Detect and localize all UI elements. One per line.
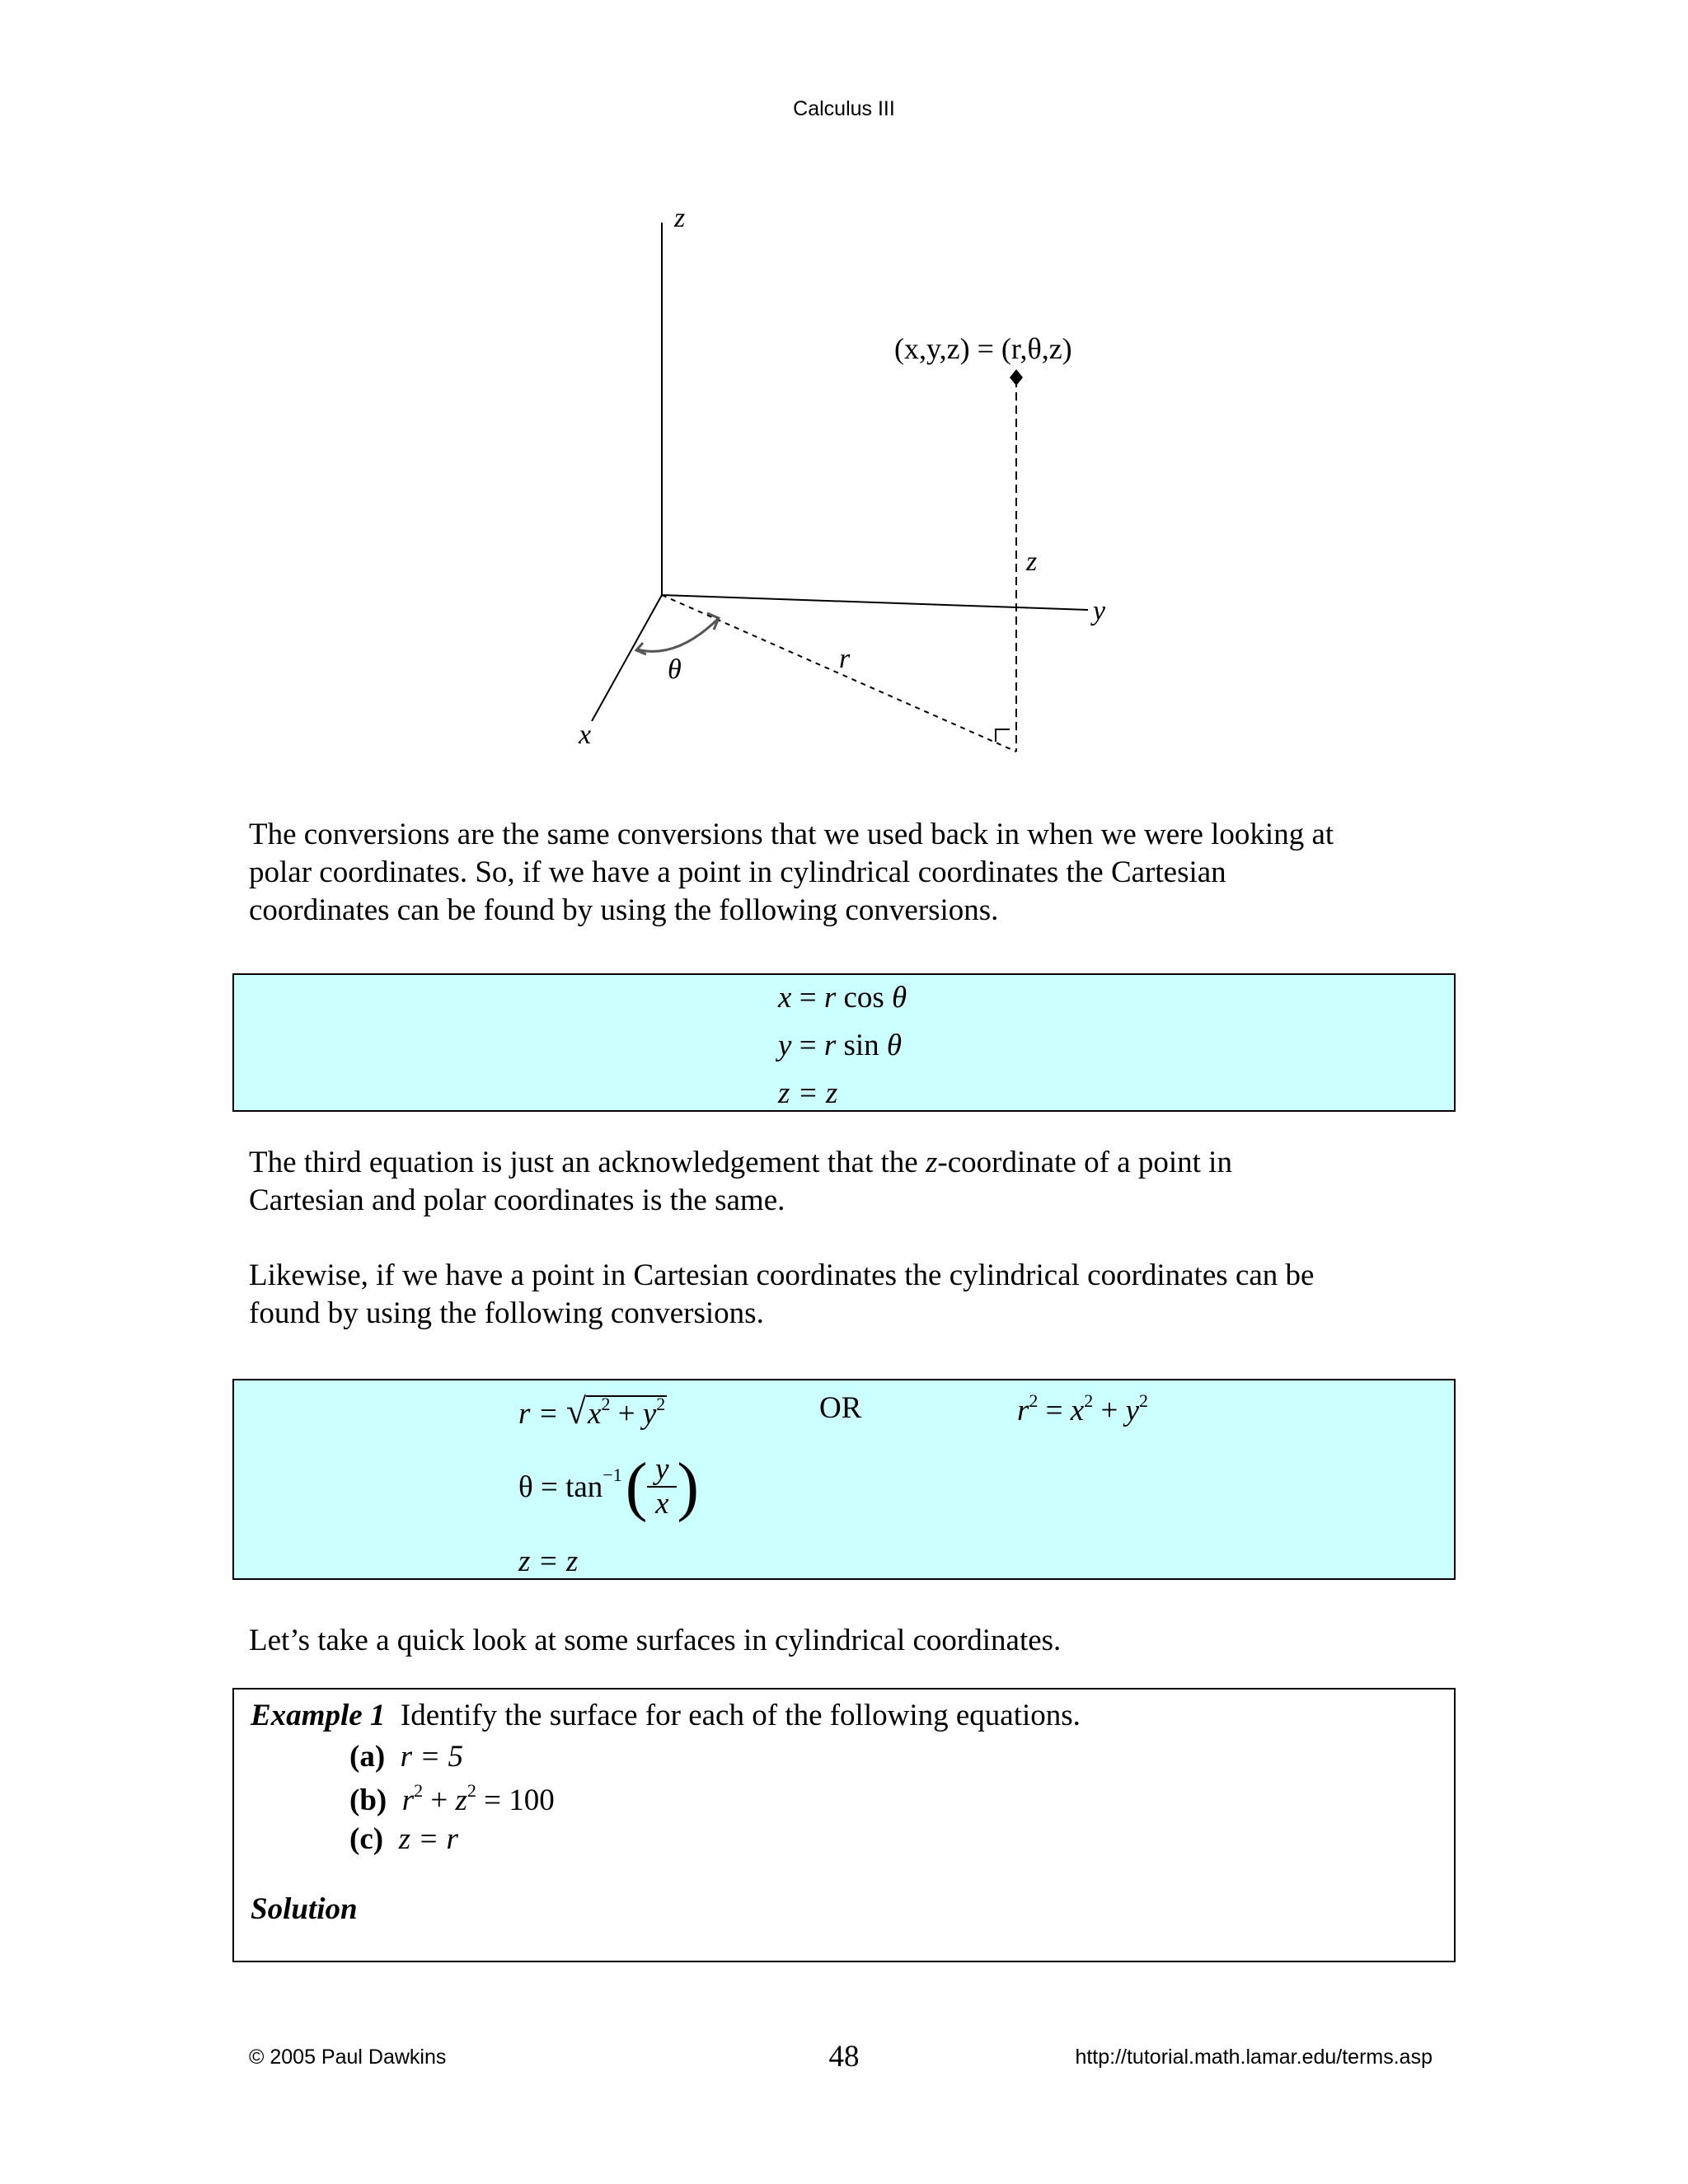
paragraph-surfaces xyxy=(249,1622,1461,1660)
z-axis-label: z xyxy=(674,203,686,233)
example-part-c: (c) z = r xyxy=(349,1822,458,1856)
right-angle-marker xyxy=(996,729,1010,742)
conversion-box-polar-to-cartesian xyxy=(232,973,1456,1112)
equation-z: z = z xyxy=(518,1544,579,1578)
or-label: OR xyxy=(819,1391,862,1425)
solution-heading: Solution xyxy=(251,1892,358,1926)
height-label: z xyxy=(1026,546,1038,577)
equation-r-squared: $r^2 = x^2 + y^2$ xyxy=(1017,1390,1149,1427)
point-marker xyxy=(1010,369,1023,386)
example-heading: Example 1 Identify the surface for each of the following equations. xyxy=(251,1699,1081,1732)
paragraph-likewise xyxy=(249,1257,1461,1333)
theta-label: θ xyxy=(668,654,682,685)
text-line: coordinates can be found by using the following conversions. xyxy=(249,893,999,927)
text-line: found by using the following conversions. xyxy=(249,1296,764,1330)
example-box xyxy=(232,1688,1456,1962)
equation-y: y = r sin θ xyxy=(778,1029,903,1062)
footer-url[interactable]: http://tutorial.math.lamar.edu/terms.asp xyxy=(1075,2046,1432,2069)
text-line: Likewise, if we have a point in Cartesian coordinates the cylindrical coordinates can be xyxy=(249,1258,1315,1292)
page-header: Calculus III xyxy=(793,97,895,120)
x-axis xyxy=(592,595,662,721)
y-axis xyxy=(662,595,1088,610)
equation-x: x = r cos θ xyxy=(778,981,907,1015)
y-axis-label: y xyxy=(1093,596,1106,626)
page-number: 48 xyxy=(828,2040,860,2074)
radius-label: r xyxy=(839,644,851,674)
text-line: The conversions are the same conversions that we used back in when we were looking at xyxy=(249,818,1334,851)
equation-r-sqrt: $r = √x^2 + y^2$ xyxy=(518,1391,666,1432)
point-label: (x,y,z) = (r,θ,z) xyxy=(894,332,1072,365)
text-line: polar coordinates. So, if we have a point in cylindrical coordinates the Cartesian xyxy=(249,855,1226,889)
equation-z: z = z xyxy=(778,1076,838,1110)
x-axis-label: x xyxy=(579,719,592,750)
paragraph-conversions xyxy=(249,816,1461,930)
text-line: The third equation is just an acknowledgement that the z-coordinate of a point in xyxy=(249,1146,1232,1179)
example-part-b: (b) $r^2 + z^2 = 100$ xyxy=(349,1780,555,1817)
theta-arc xyxy=(637,620,717,651)
text-line: Let’s take a quick look at some surfaces in cylindrical coordinates. xyxy=(249,1624,1062,1657)
cylindrical-coordinates-diagram xyxy=(560,198,1170,775)
example-part-a: (a) r = 5 xyxy=(349,1740,464,1774)
equation-theta: θ = tan −1 ( y x ) xyxy=(518,1451,699,1523)
conversion-box-cartesian-to-cylindrical xyxy=(232,1379,1456,1580)
text-line: Cartesian and polar coordinates is the same. xyxy=(249,1183,785,1217)
footer-copyright: © 2005 Paul Dawkins xyxy=(249,2046,447,2069)
paragraph-third-equation xyxy=(249,1144,1461,1220)
